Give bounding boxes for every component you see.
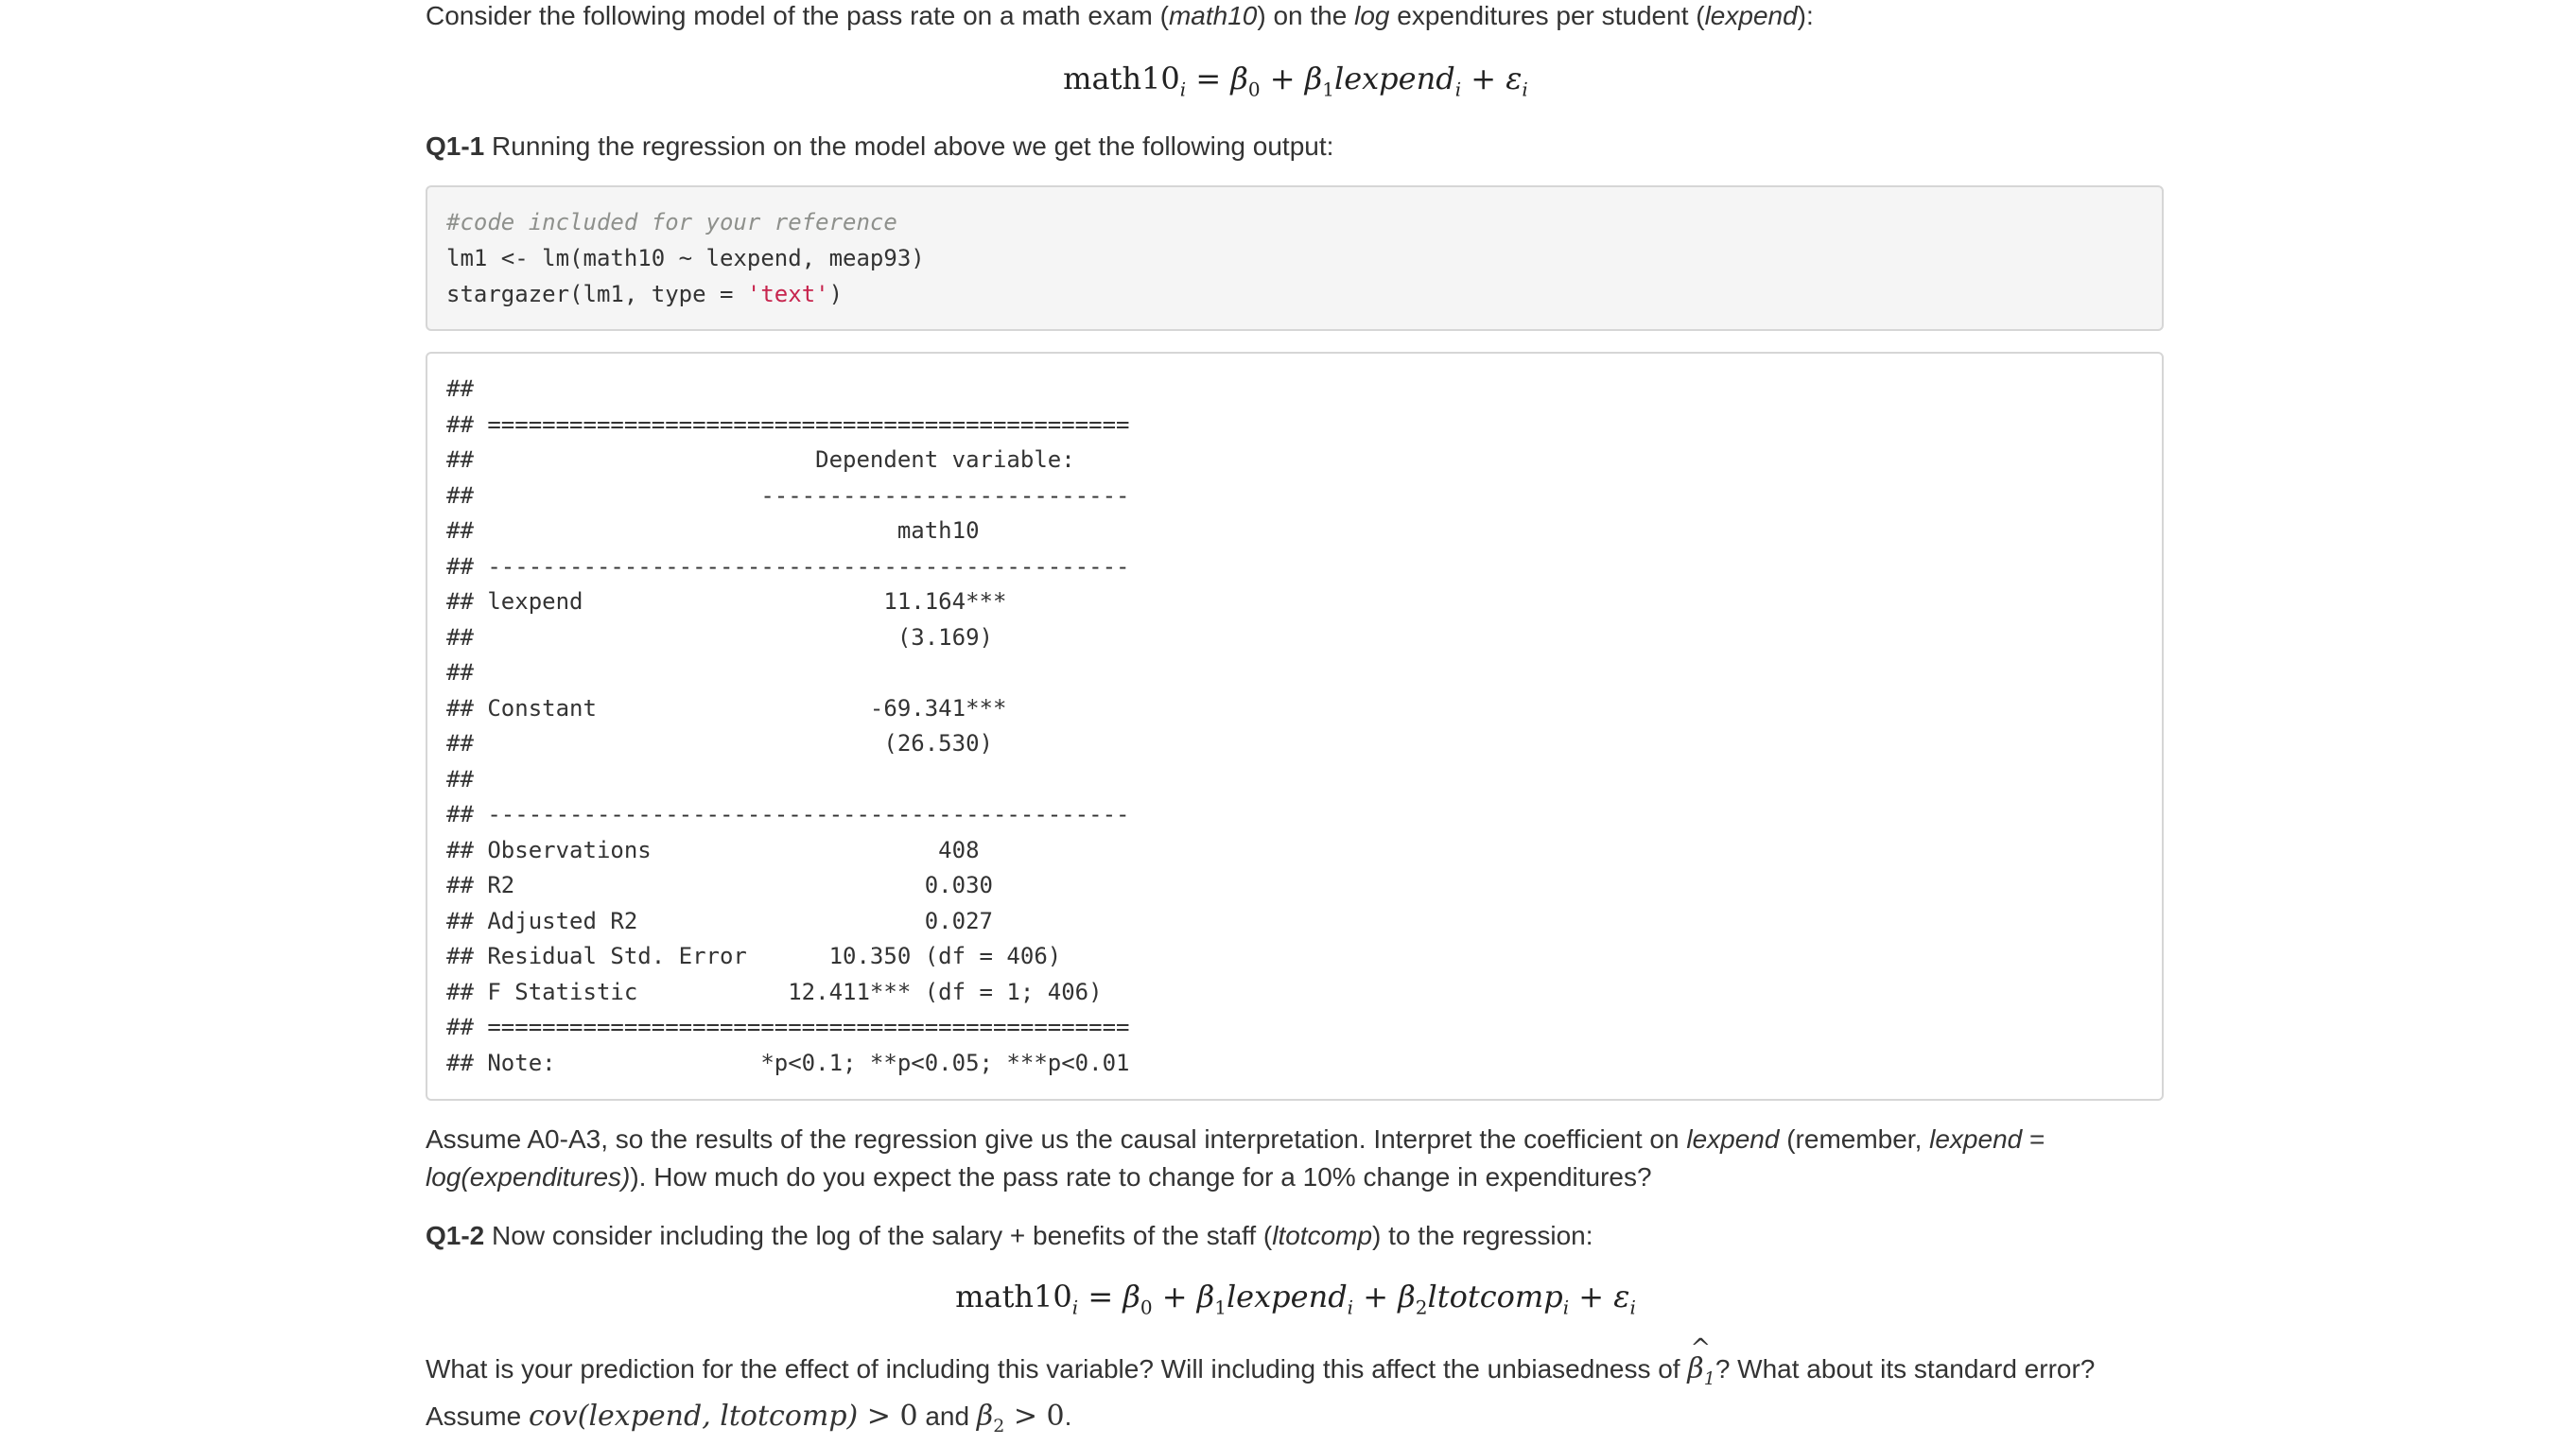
output-line: ## ----------------------------------------------- xyxy=(446,552,1130,580)
beta2-expression xyxy=(976,1400,1065,1436)
eq-term: ε xyxy=(1506,61,1523,96)
var-lexpend: lexpend xyxy=(1929,1124,2023,1154)
beta-gt: > 0 xyxy=(1004,1400,1065,1433)
body-text: = xyxy=(2022,1124,2045,1154)
prediction-question-paragraph xyxy=(426,1350,2166,1445)
output-line: ## F Statistic 12.411*** (df = 1; 406) xyxy=(446,978,1103,1005)
output-line: ## Dependent variable: xyxy=(446,446,1075,473)
question-text: Now consider including the log of the salary + benefits of the staff ( xyxy=(484,1221,1273,1250)
cov-expression xyxy=(529,1400,918,1433)
eq-sub: i xyxy=(1629,1296,1636,1319)
intro-text: ) on the xyxy=(1257,1,1355,30)
eq-sub: i xyxy=(1562,1296,1570,1319)
eq-op: + xyxy=(1353,1279,1399,1314)
intro-paragraph xyxy=(426,0,2166,35)
output-line: ## ----------------------------------------------- xyxy=(446,801,1130,827)
eq-op: = xyxy=(1186,61,1231,96)
eq-sub: 0 xyxy=(1140,1296,1153,1319)
body-text: (remember, xyxy=(1779,1124,1930,1154)
cov-gt: > 0 xyxy=(858,1400,918,1433)
eq-term: lexpend xyxy=(1226,1279,1348,1314)
equation-2 xyxy=(426,1279,2166,1318)
body-text: and xyxy=(917,1401,977,1431)
body-text: ? What about its standard error? xyxy=(1714,1354,2096,1384)
question-label: Q1-2 xyxy=(426,1221,485,1250)
output-line: ## (3.169) xyxy=(446,623,993,651)
question-text: ) to the regression: xyxy=(1372,1221,1593,1250)
beta-sub: 1 xyxy=(1703,1368,1715,1389)
eq-term: math10 xyxy=(1063,61,1180,96)
output-line: ## xyxy=(446,375,474,402)
beta-symbol: ^ β xyxy=(1687,1350,1703,1388)
output-line: ## xyxy=(446,765,474,792)
question-text: Running the regression on the model above we get the following output: xyxy=(484,131,1334,161)
eq-sub: 2 xyxy=(1415,1296,1428,1319)
output-line: ## Constant -69.341*** xyxy=(446,694,1007,722)
eq-term: lexpend xyxy=(1333,61,1455,96)
code-string: 'text' xyxy=(746,281,829,307)
var-lexpend: lexpend xyxy=(1686,1124,1780,1154)
regression-output-block xyxy=(426,352,2164,1101)
eq-op: + xyxy=(1461,61,1506,96)
var-log-expenditures: log(expenditures) xyxy=(426,1162,631,1192)
output-line: ## lexpend 11.164*** xyxy=(446,588,1007,615)
var-log: log xyxy=(1354,1,1390,30)
question-label: Q1-1 xyxy=(426,131,485,161)
code-line: lm1 <- lm(math10 ~ lexpend, meap93) xyxy=(446,245,925,271)
output-line: ## Note: *p<0.1; **p<0.05; ***p<0.01 xyxy=(446,1049,1130,1076)
eq-op: + xyxy=(1152,1279,1197,1314)
assume-paragraph xyxy=(426,1121,2166,1196)
body-text: . xyxy=(1064,1401,1072,1431)
code-line xyxy=(446,276,2143,312)
body-text: Assume A0-A3, so the results of the regression give us the causal interpretation. Interpret the coefficient on xyxy=(426,1124,1687,1154)
output-line: ## R2 0.030 xyxy=(446,872,993,898)
eq-term: β xyxy=(1304,61,1323,96)
equation-1 xyxy=(426,61,2166,100)
eq-sub: i xyxy=(1522,78,1528,101)
q1-1-paragraph xyxy=(426,128,2166,165)
eq-sub: i xyxy=(1179,78,1187,101)
body-text: ). How much do you expect the pass rate to change for a 10% change in expenditures? xyxy=(630,1162,1652,1192)
eq-op: + xyxy=(1569,1279,1614,1314)
output-line: ## Adjusted R2 0.027 xyxy=(446,907,993,934)
body-text: Assume xyxy=(426,1401,529,1431)
output-line: ## =============================================== xyxy=(446,410,1130,438)
var-ltotcomp: ltotcomp xyxy=(1272,1221,1373,1250)
beta-hat-1 xyxy=(1687,1352,1715,1389)
intro-text: Consider the following model of the pass rate on a math exam ( xyxy=(426,1,1169,30)
output-line: ## --------------------------- xyxy=(446,481,1130,509)
cov-term: cov xyxy=(528,1400,578,1433)
eq-term: ltotcomp xyxy=(1427,1279,1563,1314)
eq-op: = xyxy=(1078,1279,1123,1314)
beta-sub: 2 xyxy=(993,1416,1005,1436)
output-line: ## Residual Std. Error 10.350 (df = 406) xyxy=(446,943,1062,969)
intro-text: expenditures per student ( xyxy=(1389,1,1705,30)
eq-sub: i xyxy=(1454,78,1462,101)
eq-sub: i xyxy=(1071,1296,1079,1319)
eq-term: ε xyxy=(1613,1279,1630,1314)
output-line: ## =============================================== xyxy=(446,1014,1130,1040)
var-math10: math10 xyxy=(1168,1,1258,30)
cov-args: (lexpend, ltotcomp) xyxy=(577,1400,859,1433)
code-text: stargazer(lm1, type = xyxy=(446,281,747,307)
eq-op: + xyxy=(1260,61,1305,96)
eq-term: β xyxy=(1398,1279,1416,1314)
code-block xyxy=(426,185,2164,331)
eq-term: β xyxy=(1230,61,1248,96)
eq-term: β xyxy=(1196,1279,1215,1314)
output-line: ## xyxy=(446,659,474,686)
output-lines xyxy=(446,372,2143,1081)
output-line: ## math10 xyxy=(446,517,980,544)
eq-sub: 1 xyxy=(1322,78,1334,101)
beta-symbol: β xyxy=(976,1400,994,1433)
eq-sub: i xyxy=(1347,1296,1354,1319)
eq-term: math10 xyxy=(955,1279,1072,1314)
eq-sub: 1 xyxy=(1214,1296,1227,1319)
q1-2-paragraph xyxy=(426,1217,2166,1255)
var-lexpend: lexpend xyxy=(1704,1,1798,30)
code-text: ) xyxy=(828,281,844,307)
body-text: What is your prediction for the effect of including this variable? Will including this affect the unbiasedness of xyxy=(426,1354,1688,1384)
eq-sub: 0 xyxy=(1247,78,1261,101)
eq-term: β xyxy=(1123,1279,1140,1314)
output-line: ## (26.530) xyxy=(446,730,993,757)
intro-text: ): xyxy=(1797,1,1814,30)
code-comment: #code included for your reference xyxy=(446,209,897,235)
output-line: ## Observations 408 xyxy=(446,836,980,863)
